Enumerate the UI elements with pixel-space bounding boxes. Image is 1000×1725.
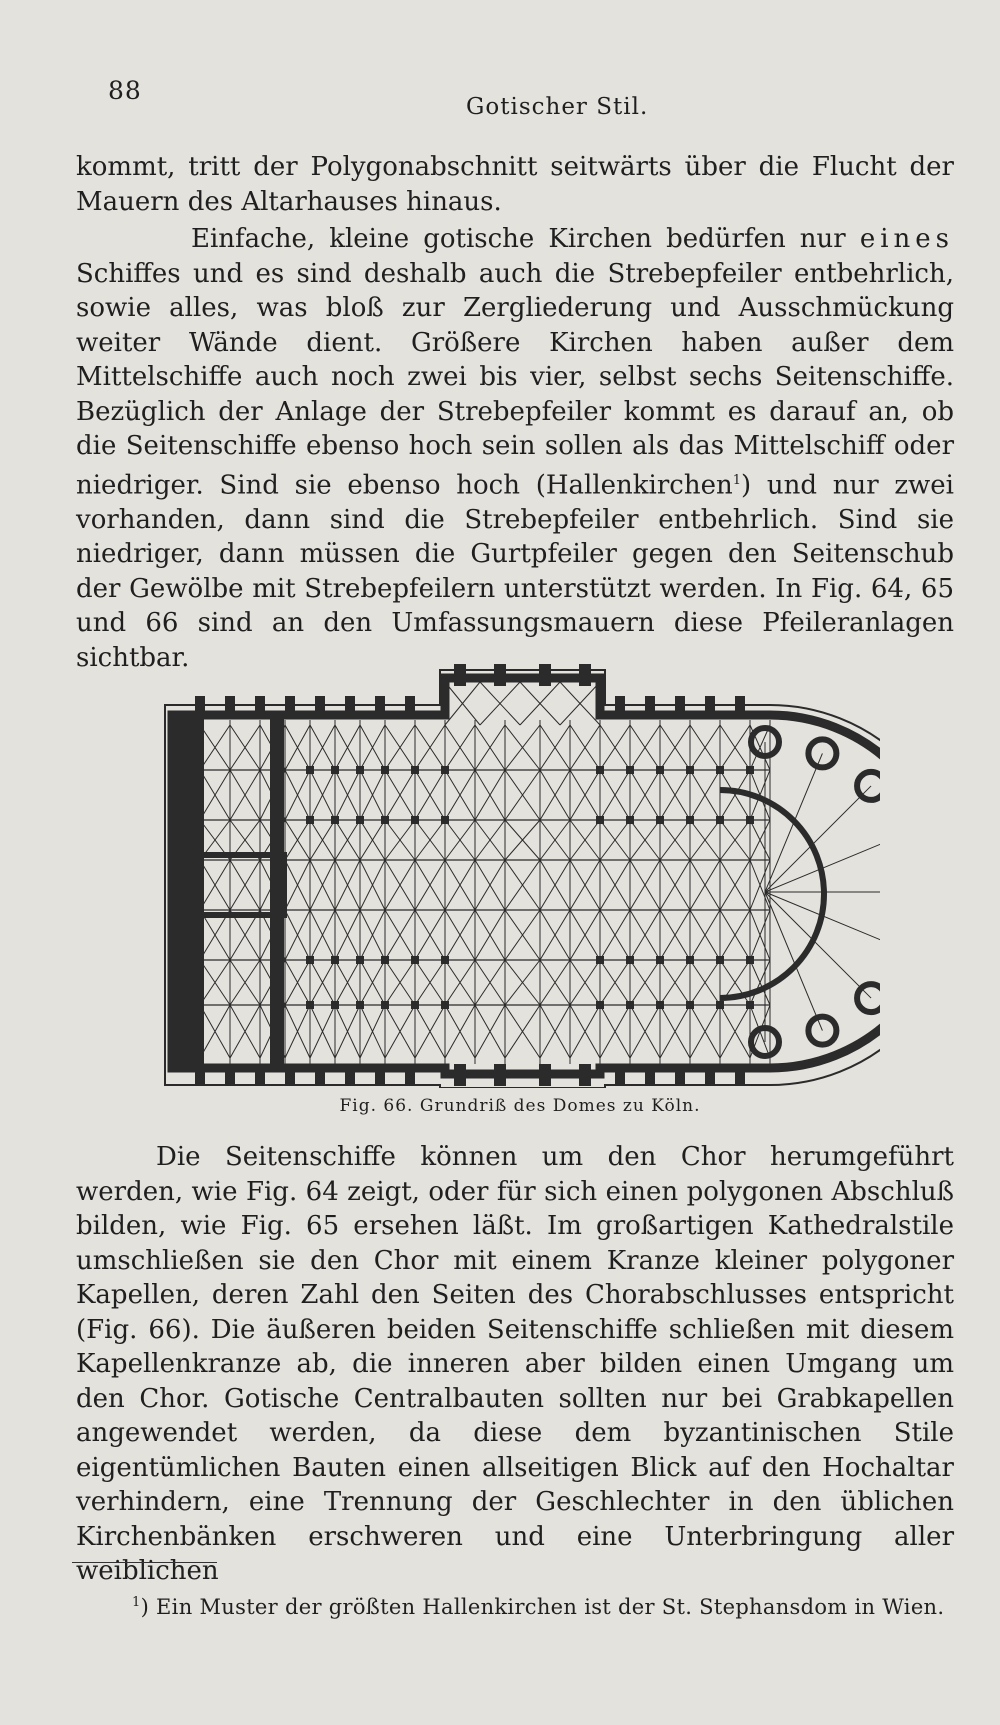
buttress	[345, 696, 355, 718]
pier	[441, 766, 449, 774]
pier	[626, 816, 634, 824]
buttress	[255, 1064, 265, 1086]
buttress	[454, 1064, 466, 1086]
pier	[686, 956, 694, 964]
buttress	[645, 696, 655, 718]
buttress	[375, 696, 385, 718]
pier	[356, 1001, 364, 1009]
pier	[656, 1001, 664, 1009]
buttress	[705, 1064, 715, 1086]
buttress	[405, 1064, 415, 1086]
pier	[626, 766, 634, 774]
footnote-text: ) Ein Muster der größten Hallenkirchen ist der St. Stephansdom in Wien.	[140, 1595, 945, 1619]
buttress	[675, 696, 685, 718]
pier	[356, 956, 364, 964]
pier	[596, 766, 604, 774]
buttress	[285, 696, 295, 718]
buttress	[225, 1064, 235, 1086]
buttress	[405, 696, 415, 718]
pier	[381, 1001, 389, 1009]
buttress	[735, 1064, 745, 1086]
pier	[596, 1001, 604, 1009]
buttress	[579, 664, 591, 686]
buttress	[315, 696, 325, 718]
pier	[656, 766, 664, 774]
pier	[306, 766, 314, 774]
buttress	[494, 1064, 506, 1086]
paragraph-1: kommt, tritt der Polygonabschnitt seitwärts über die Flucht der Mauern des Altarhauses hinaus.	[76, 152, 954, 217]
floor-plan-drawing	[160, 660, 880, 1088]
paragraph-2-text-c: ) und nur zwei vorhanden, dann sind die Strebepfeiler entbehrlich. Sind sie niedriger, dann müssen die Gurtpfeiler gegen den Seitenschub der Gewölbe mit Strebepfeilern unterstützt werden. In Fig. 64, 65 und 66 sind an den Umfassungsmauern diese Pfeileranlagen sichtbar.	[76, 470, 954, 673]
pier	[411, 766, 419, 774]
footnote-divider	[72, 1562, 217, 1563]
pier	[331, 1001, 339, 1009]
footnote-marker: 1	[132, 1595, 141, 1610]
pier	[441, 956, 449, 964]
pier	[306, 1001, 314, 1009]
pier	[716, 766, 724, 774]
buttress	[579, 1064, 591, 1086]
buttress	[615, 696, 625, 718]
pier	[596, 816, 604, 824]
running-head: Gotischer Stil.	[466, 94, 649, 120]
pier	[331, 956, 339, 964]
west-wall	[174, 718, 204, 1064]
paragraph-2-text-b: Schiffes und es sind deshalb auch die Strebepfeiler entbehrlich, sowie alles, was bloß zur Zergliederung und Ausschmückung weiter Wände dient. Größere Kirchen haben außer dem Mittelschiffe auch noch zwei bis vier, selbst sechs Seitenschiffe. Bezüglich der Anlage der Strebepfeiler kommt es darauf an, ob die Seitenschiffe ebenso hoch sein sollen als das Mittelschiff oder niedriger. Sind sie ebenso hoch (Hallenkirchen	[76, 258, 954, 501]
buttress	[539, 1064, 551, 1086]
pier	[441, 1001, 449, 1009]
pier	[596, 956, 604, 964]
pier	[746, 766, 754, 774]
pier	[656, 956, 664, 964]
buttress	[675, 1064, 685, 1086]
buttress	[195, 1064, 205, 1086]
buttress	[315, 1064, 325, 1086]
pier	[381, 956, 389, 964]
pier	[626, 956, 634, 964]
buttress	[285, 1064, 295, 1086]
pier	[686, 1001, 694, 1009]
pier	[716, 1001, 724, 1009]
buttress	[615, 1064, 625, 1086]
paragraph-2	[76, 222, 954, 675]
page-number: 88	[108, 76, 142, 105]
pier	[411, 956, 419, 964]
pier	[381, 766, 389, 774]
buttress	[539, 664, 551, 686]
pier	[686, 766, 694, 774]
figure-caption: Fig. 66. Grundriß des Domes zu Köln.	[339, 1096, 701, 1116]
buttress	[345, 1064, 355, 1086]
pier	[746, 956, 754, 964]
footnote-reference: 1	[732, 472, 741, 488]
paragraph-3: Die Seitenschiffe können um den Chor herumgeführt werden, wie Fig. 64 zeigt, oder für sich einen polygonen Abschluß bilden, wie Fig. 65 ersehen läßt. Im großartigen Kathedralstile umschließen sie den Chor mit einem Kranze kleiner polygoner Kapellen, deren Zahl den Seiten des Chorabschlusses entspricht (Fig. 66). Die äußeren beiden Seitenschiffe schließen mit diesem Kapellenkranze ab, die inneren aber bilden einen Umgang um den Chor. Gotische Centralbauten sollten nur bei Grabkapellen angewendet werden, da diese dem byzantinischen Stile eigentümlichen Bauten einen allseitigen Blick auf den Hochaltar verhindern, eine Trennung der Geschlechter in den üblichen Kirchenbänken erschweren und eine Unterbringung aller weiblichen	[76, 1142, 954, 1586]
buttress	[255, 696, 265, 718]
paragraph-2-emphasis: eines	[859, 224, 954, 254]
pier	[306, 956, 314, 964]
cathedral-floor-plan-figure	[160, 660, 880, 1088]
paragraph-2-text-a: Einfache, kleine gotische Kirchen bedürfen nur	[191, 224, 846, 254]
pier	[626, 1001, 634, 1009]
pier	[331, 766, 339, 774]
pier	[306, 816, 314, 824]
buttress	[645, 1064, 655, 1086]
pier	[441, 816, 449, 824]
pier	[686, 816, 694, 824]
buttress	[705, 696, 715, 718]
pier	[381, 816, 389, 824]
footnote	[132, 1595, 952, 1619]
buttress	[494, 664, 506, 686]
buttress	[225, 696, 235, 718]
pier	[356, 766, 364, 774]
buttress	[375, 1064, 385, 1086]
buttress	[454, 664, 466, 686]
pier	[411, 1001, 419, 1009]
pier	[356, 816, 364, 824]
pier	[716, 816, 724, 824]
buttress	[195, 696, 205, 718]
pier	[331, 816, 339, 824]
pier	[746, 1001, 754, 1009]
buttress	[735, 696, 745, 718]
pier	[716, 956, 724, 964]
pier	[656, 816, 664, 824]
pier	[411, 816, 419, 824]
pier	[746, 816, 754, 824]
